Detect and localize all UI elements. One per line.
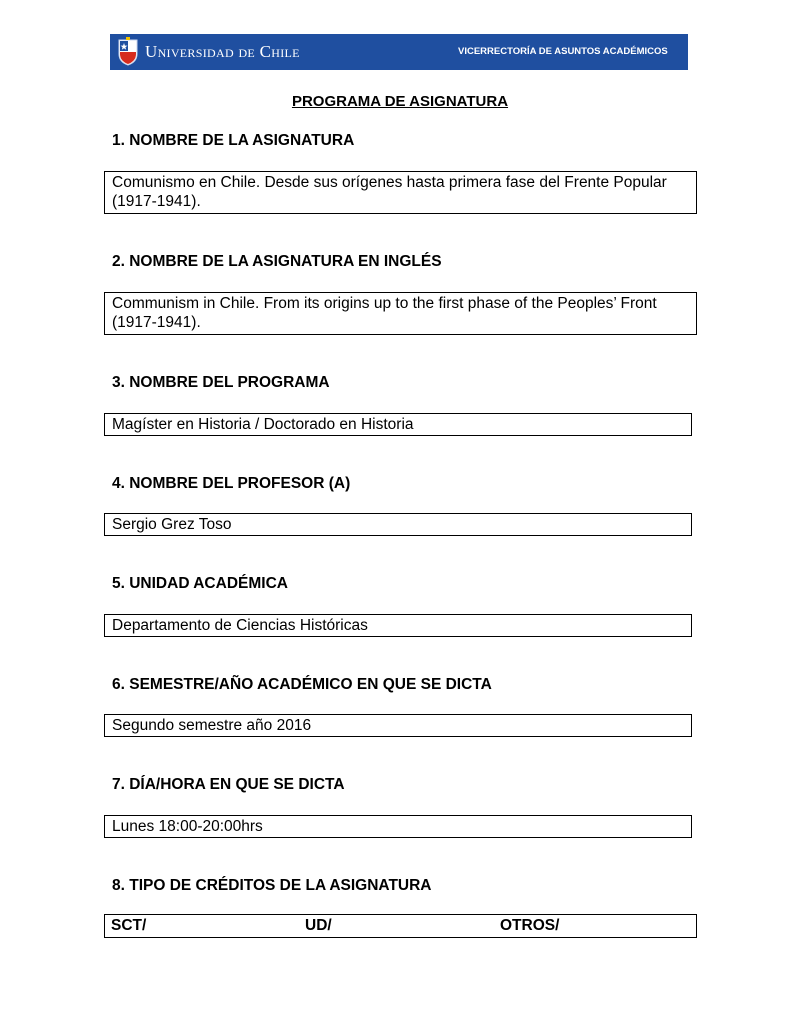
semester-field: Segundo semestre año 2016 <box>104 714 692 737</box>
university-name: Universidad de Chile <box>145 42 300 61</box>
program-name-field: Magíster en Historia / Doctorado en Historia <box>104 413 692 436</box>
academic-unit-field: Departamento de Ciencias Históricas <box>104 614 692 637</box>
course-name-english-field: Communism in Chile. From its origins up to the first phase of the Peoples’ Front (1917-1941). <box>104 292 697 335</box>
section-heading-schedule: 7. DÍA/HORA EN QUE SE DICTA <box>112 776 345 793</box>
header-banner <box>110 34 688 70</box>
section-heading-professor: 4. NOMBRE DEL PROFESOR (A) <box>112 475 351 492</box>
professor-field: Sergio Grez Toso <box>104 513 692 536</box>
section-heading-semester: 6. SEMESTRE/AÑO ACADÉMICO EN QUE SE DICTA <box>112 676 492 693</box>
schedule-field: Lunes 18:00-20:00hrs <box>104 815 692 838</box>
credit-ud-label: UD/ <box>305 917 332 934</box>
credit-sct-label: SCT/ <box>111 917 147 934</box>
section-heading-course-name-english: 2. NOMBRE DE LA ASIGNATURA EN INGLÉS <box>112 253 442 270</box>
university-crest-icon <box>117 37 139 67</box>
page-title: PROGRAMA DE ASIGNATURA <box>291 93 509 110</box>
course-name-field: Comunismo en Chile. Desde sus orígenes hasta primera fase del Frente Popular (1917-1941). <box>104 171 697 214</box>
credit-otros-label: OTROS/ <box>500 917 560 934</box>
vicerrectoria-name: VICERRECTORÍA DE ASUNTOS ACADÉMICOS <box>458 46 668 57</box>
credit-type-box <box>104 914 697 938</box>
section-heading-academic-unit: 5. UNIDAD ACADÉMICA <box>112 575 288 592</box>
section-heading-course-name: 1. NOMBRE DE LA ASIGNATURA <box>112 132 355 149</box>
section-heading-credit-type: 8. TIPO DE CRÉDITOS DE LA ASIGNATURA <box>112 877 432 894</box>
section-heading-program-name: 3. NOMBRE DEL PROGRAMA <box>112 374 330 391</box>
